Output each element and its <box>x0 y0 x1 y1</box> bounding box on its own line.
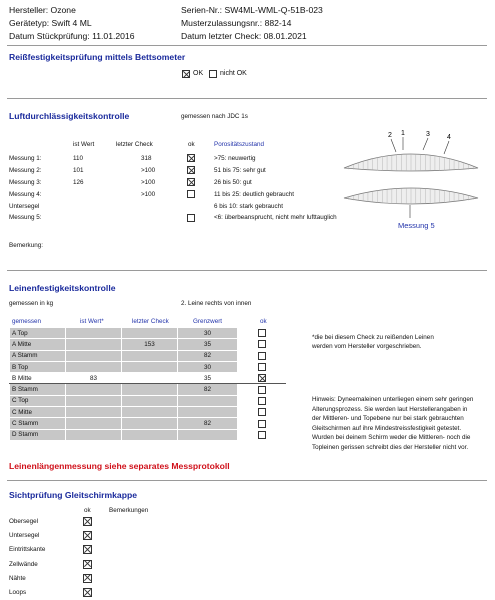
serien-nr: Serien-Nr.: SW4ML-WML-Q-51B-023 <box>181 5 323 15</box>
leinen-ok-checkbox[interactable] <box>258 420 266 428</box>
leinen-grenz <box>178 407 238 418</box>
leinen-head-letzter: letzter Check <box>132 318 169 325</box>
leinen-ist <box>66 339 122 350</box>
hinweis-line: Wurden bei deinem Schirm weder die Mittleren- noch die <box>312 434 471 442</box>
luft-row-label: Messung 4: <box>9 191 42 198</box>
leinen-table <box>9 327 286 441</box>
leinen-ist <box>66 384 122 395</box>
porositaet-title: Porositätszustand <box>214 141 265 148</box>
table-row <box>10 350 286 361</box>
table-row <box>10 339 286 350</box>
sicht-ok-checkbox[interactable] <box>83 574 92 583</box>
hersteller: Hersteller: Ozone <box>9 5 76 15</box>
section-title-leinen: Leinenfestigkeitskontrolle <box>9 283 116 293</box>
leinen-name: C Mitte <box>10 407 66 418</box>
leinen-ok-checkbox[interactable] <box>258 374 266 382</box>
geraetetyp: Gerätetyp: Swift 4 ML <box>9 18 92 28</box>
leinen-letzter <box>122 328 178 339</box>
leinen-footnote-2: werden vom Hersteller vorgeschrieben. <box>312 343 422 350</box>
sicht-col-ok: ok <box>84 507 91 514</box>
sicht-row-label: Nähte <box>9 574 26 582</box>
leinen-name: C Stamm <box>10 418 66 429</box>
porositaet-item: 11 bis 25: deutlich gebraucht <box>214 191 295 198</box>
leinen-name: B Stamm <box>10 384 66 395</box>
leinen-grenz: 30 <box>178 328 238 339</box>
canopy-top-view <box>344 154 478 171</box>
hinweis-line: Alterungsprozess. Sie werden laut Herstellerangaben in <box>312 405 468 413</box>
leinen-grenz: 82 <box>178 384 238 395</box>
leinen-head-ist: ist Wert* <box>80 318 104 325</box>
leinen-name: B Mitte <box>10 373 66 384</box>
porositaet-item: >75: neuwertig <box>214 155 256 162</box>
divider <box>7 480 487 481</box>
table-row <box>10 373 286 384</box>
sicht-row-label: Untersegel <box>9 532 40 540</box>
messung-5-label: Messung 5 <box>398 221 435 230</box>
divider <box>7 45 487 46</box>
hinweis-line: Hinweis: Dyneemaleinen unterliegen einem sehr geringen <box>312 396 474 403</box>
leinen-ist: 83 <box>66 373 122 384</box>
diagram-num-1: 1 <box>401 130 405 137</box>
porositaet-item: 51 bis 75: sehr gut <box>214 167 266 174</box>
bemerkung-label: Bemerkung: <box>9 242 43 249</box>
leinen-letzter <box>122 373 178 384</box>
leinen-name: A Stamm <box>10 350 66 361</box>
porositaet-item: 26 bis 50: gut <box>214 179 252 186</box>
leinen-letzter <box>122 429 178 440</box>
luft-row-label: Messung 3: <box>9 179 42 186</box>
hinweis-line: der Mittleren- und Topebene nur bei stark gebrauchten <box>312 415 464 423</box>
table-row <box>10 328 286 339</box>
section-title-sicht: Sichtprüfung Gleitschirmkappe <box>9 490 137 500</box>
leinen-gemessen: gemessen in kg <box>9 300 54 307</box>
luft-gemessen: gemessen nach JDC 1s <box>181 113 248 120</box>
leinen-grenz <box>178 429 238 440</box>
sicht-row-label: Loops <box>9 589 27 596</box>
luft-row-ist: 126 <box>73 179 84 186</box>
luft-row-letzter: >100 <box>141 191 156 198</box>
leinen-ok-checkbox[interactable] <box>258 340 266 348</box>
diagram-num-2: 2 <box>388 132 392 139</box>
sicht-ok-checkbox[interactable] <box>83 517 92 526</box>
porositaet-item: <6: überbeansprucht, nicht mehr lufttauglich <box>214 214 337 221</box>
reiss-nicht-ok-label: nicht OK <box>220 70 247 77</box>
luft-ok-checkbox[interactable] <box>187 166 195 174</box>
leinen-name: A Mitte <box>10 339 66 350</box>
glider-diagram <box>336 128 486 234</box>
leinen-ok-checkbox[interactable] <box>258 386 266 394</box>
leinen-ist <box>66 328 122 339</box>
leinen-letzter <box>122 395 178 406</box>
datum-stueckpruefung: Datum Stückprüfung: 11.01.2016 <box>9 31 135 41</box>
hinweis-line: Gleitschirmen auf ihre Mindestreissfestigkeit getestet. <box>312 424 462 432</box>
luft-col-ok: ok <box>188 141 195 148</box>
table-row <box>10 407 286 418</box>
diagram-num-3: 3 <box>426 131 430 138</box>
table-row <box>10 429 286 440</box>
canopy-bottom-view <box>344 188 478 204</box>
porositaet-item: 6 bis 10: stark gebraucht <box>214 203 283 210</box>
sicht-ok-checkbox[interactable] <box>83 545 92 554</box>
table-row <box>10 361 286 372</box>
leinen-head-grenz: Grenzwert <box>193 318 223 325</box>
section-title-reiss: Reißfestigkeitsprüfung mittels Bettsometer <box>9 52 186 62</box>
sicht-row-label: Obersegel <box>9 518 39 525</box>
luft-col-letzter: letzter Check <box>116 141 153 148</box>
leinen-ist <box>66 418 122 429</box>
leinen-name: D Stamm <box>10 429 66 440</box>
divider <box>7 98 487 99</box>
sicht-ok-checkbox[interactable] <box>83 531 92 540</box>
leinen-ok-checkbox[interactable] <box>258 431 266 439</box>
leinen-ist <box>66 350 122 361</box>
luft-row-letzter: >100 <box>141 179 156 186</box>
leinen-name: A Top <box>10 328 66 339</box>
luft-row-label: Untersegel <box>9 203 40 210</box>
leinen-ok-checkbox[interactable] <box>258 408 266 416</box>
leinen-head-gemessen: gemessen <box>12 318 42 325</box>
luft-ok-checkbox[interactable] <box>187 178 195 186</box>
luft-row-ist: 110 <box>73 155 84 162</box>
luft-row-label: Messung 2: <box>9 167 42 174</box>
luft-ok-checkbox[interactable] <box>187 214 195 222</box>
luft-row-label: Messung 1: <box>9 155 42 162</box>
leinen-head-ok: ok <box>260 318 267 325</box>
leinen-name: C Top <box>10 395 66 406</box>
leinen-ist <box>66 407 122 418</box>
datum-letzter-check: Datum letzter Check: 08.01.2021 <box>181 31 307 41</box>
section-title-laenge: Leinenlängenmessung siehe separates Messprotokoll <box>9 461 230 471</box>
leinen-letzter <box>122 418 178 429</box>
leinen-note-top: 2. Leine rechts von innen <box>181 300 252 307</box>
luft-row-label: Messung 5: <box>9 214 42 221</box>
leinen-name: B Top <box>10 361 66 372</box>
leinen-grenz: 35 <box>178 373 238 384</box>
leinen-ok-checkbox[interactable] <box>258 329 266 337</box>
luft-row-letzter: 318 <box>141 155 152 162</box>
sicht-row-label: Zellwände <box>9 560 38 568</box>
luft-ok-checkbox[interactable] <box>187 154 195 162</box>
table-row <box>10 395 286 406</box>
luft-ok-checkbox[interactable] <box>187 190 195 198</box>
luft-row-ist: 101 <box>73 167 84 174</box>
hinweis-line: Topleinen gerissen schreibt dies der Hersteller nicht vor. <box>312 444 469 451</box>
sicht-row-label: Eintrittskante <box>9 546 46 554</box>
sicht-col-bem: Bemerkungen <box>109 507 149 514</box>
leinen-ok-checkbox[interactable] <box>258 363 266 371</box>
leinen-grenz: 82 <box>178 418 238 429</box>
leinen-letzter <box>122 361 178 372</box>
musterzulassung: Musterzulassungsnr.: 882-14 <box>181 18 292 28</box>
divider <box>7 270 487 271</box>
table-row <box>10 418 286 429</box>
leinen-letzter <box>122 407 178 418</box>
sicht-ok-checkbox[interactable] <box>83 560 92 569</box>
table-row <box>10 384 286 395</box>
leinen-grenz: 30 <box>178 361 238 372</box>
sicht-ok-checkbox[interactable] <box>83 588 92 597</box>
luft-row-letzter: >100 <box>141 167 156 174</box>
luft-col-ist: ist Wert <box>73 141 95 148</box>
leinen-ist <box>66 361 122 372</box>
leinen-letzter: 153 <box>122 339 178 350</box>
leinen-letzter <box>122 350 178 361</box>
section-title-luft: Luftdurchlässigkeitskontrolle <box>9 111 130 121</box>
leinen-grenz: 82 <box>178 350 238 361</box>
reiss-ok-checkbox[interactable] <box>182 70 190 78</box>
diagram-num-4: 4 <box>447 134 451 141</box>
leinen-ist <box>66 395 122 406</box>
leinen-grenz: 35 <box>178 339 238 350</box>
leinen-grenz <box>178 395 238 406</box>
reiss-nicht-ok-checkbox[interactable] <box>209 70 217 78</box>
reiss-ok-label: OK <box>193 70 204 77</box>
leinen-ok-checkbox[interactable] <box>258 397 266 405</box>
leinen-ist <box>66 429 122 440</box>
leinen-ok-checkbox[interactable] <box>258 352 266 360</box>
leinen-letzter <box>122 384 178 395</box>
leinen-footnote-1: *die bei diesem Check zu reißenden Leinen <box>312 334 434 341</box>
